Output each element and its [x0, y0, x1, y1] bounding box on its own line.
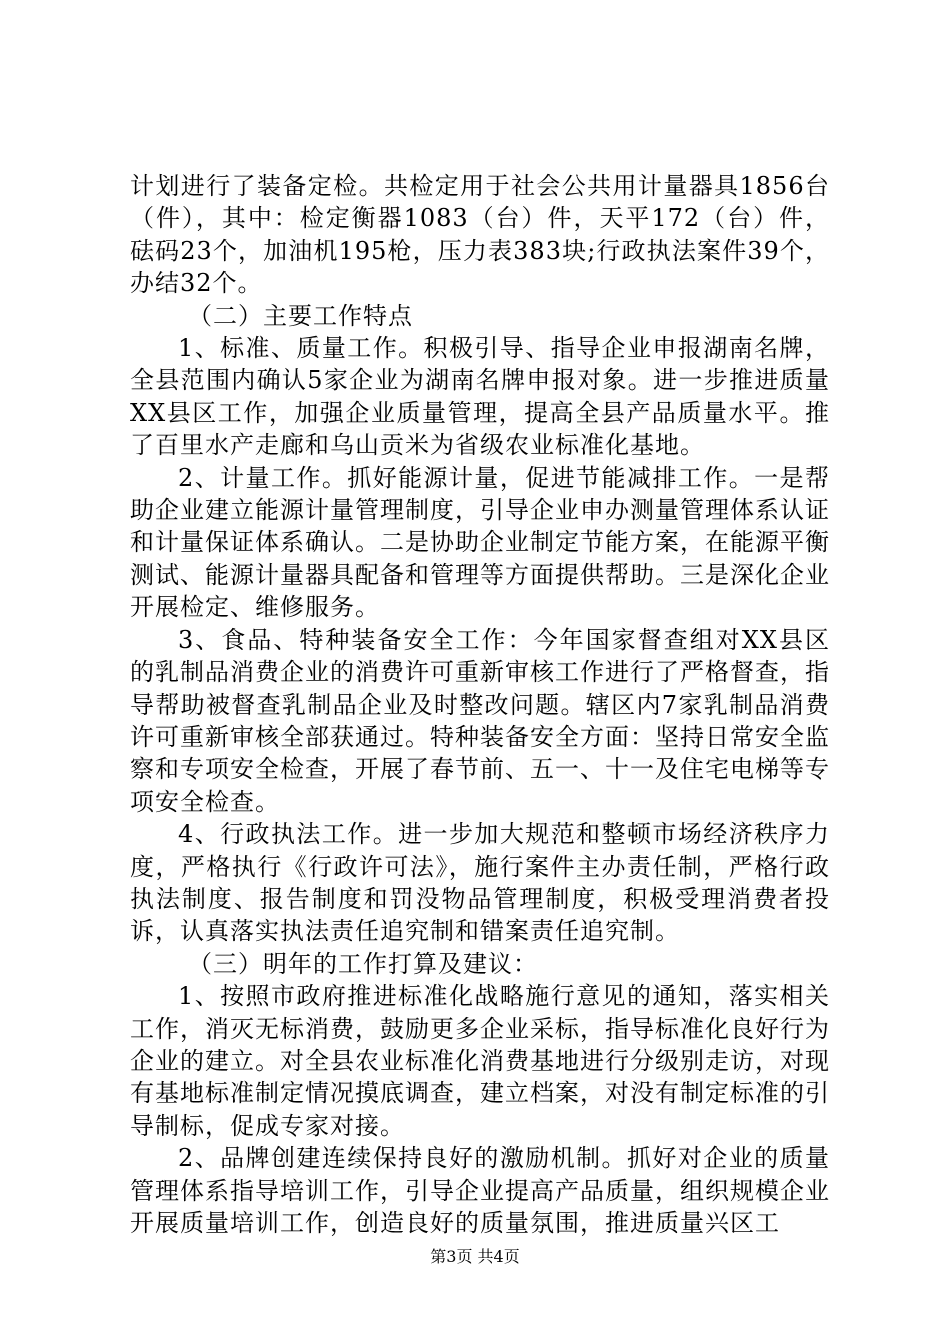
section-heading-next-year-plan: （三）明年的工作打算及建议：	[188, 949, 538, 978]
paragraph-standards-quality: 1、标准、质量工作。积极引导、指导企业申报湖南名牌，全县范围内确认5家企业为湖南名牌申报对象。进一步推进质量XX县区工作，加强企业质量管理，提高全县产品质量水平。推了百里水产走廊和乌山贡米为省级农业标准化基地。	[130, 334, 830, 460]
page-number-label: 第3页 共4页	[430, 1247, 520, 1266]
paragraph-standardization-strategy: 1、按照市政府推进标准化战略施行意见的通知，落实相关工作，消灭无标消费，鼓励更多企业采标，指导标准化良好行为企业的建立。对全县农业标准化消费基地进行分级别走访，对现有基地标准制定情况摸底调查，建立档案，对没有制定标准的引导制标，促成专家对接。	[130, 982, 830, 1140]
paragraph-law-enforcement: 4、行政执法工作。进一步加大规范和整顿市场经济秩序力度，严格执行《行政许可法》，施行案件主办责任制，严格行政执法制度、报告制度和罚没物品管理制度，积极受理消费者投诉，认真落实执法责任追究制和错案责任追究制。	[130, 820, 830, 946]
paragraph-brand-building: 2、品牌创建连续保持良好的激励机制。抓好对企业的质量管理体系指导培训工作，引导企业提高产品质量，组织规模企业开展质量培训工作，创造良好的质量氛围，推进质量兴区工	[130, 1144, 830, 1237]
paragraph-continuation: 计划进行了装备定检。共检定用于社会公共用计量器具1856台（件），其中：检定衡器1083（台）件，天平172（台）件，砝码23个，加油机195枪，压力表383块;行政执法案件39个，办结32个。	[130, 172, 830, 298]
page-footer	[0, 1247, 950, 1267]
paragraph-metrology: 2、计量工作。抓好能源计量，促进节能减排工作。一是帮助企业建立能源计量管理制度，引导企业申办测量管理体系认证和计量保证体系确认。二是协助企业制定节能方案，在能源平衡测试、能源计量器具配备和管理等方面提供帮助。三是深化企业开展检定、维修服务。	[130, 463, 830, 622]
section-heading-main-features: （二）主要工作特点	[188, 301, 413, 330]
document-body	[130, 170, 830, 1239]
paragraph-food-equipment-safety: 3、食品、特种装备安全工作：今年国家督查组对XX县区的乳制品消费企业的消费许可重新审核工作进行了严格督查，指导帮助被督查乳制品企业及时整改问题。辖区内7家乳制品消费许可重新审核全部获通过。特种装备安全方面：坚持日常安全监察和专项安全检查，开展了春节前、五一、十一及住宅电梯等专项安全检查。	[130, 625, 830, 816]
